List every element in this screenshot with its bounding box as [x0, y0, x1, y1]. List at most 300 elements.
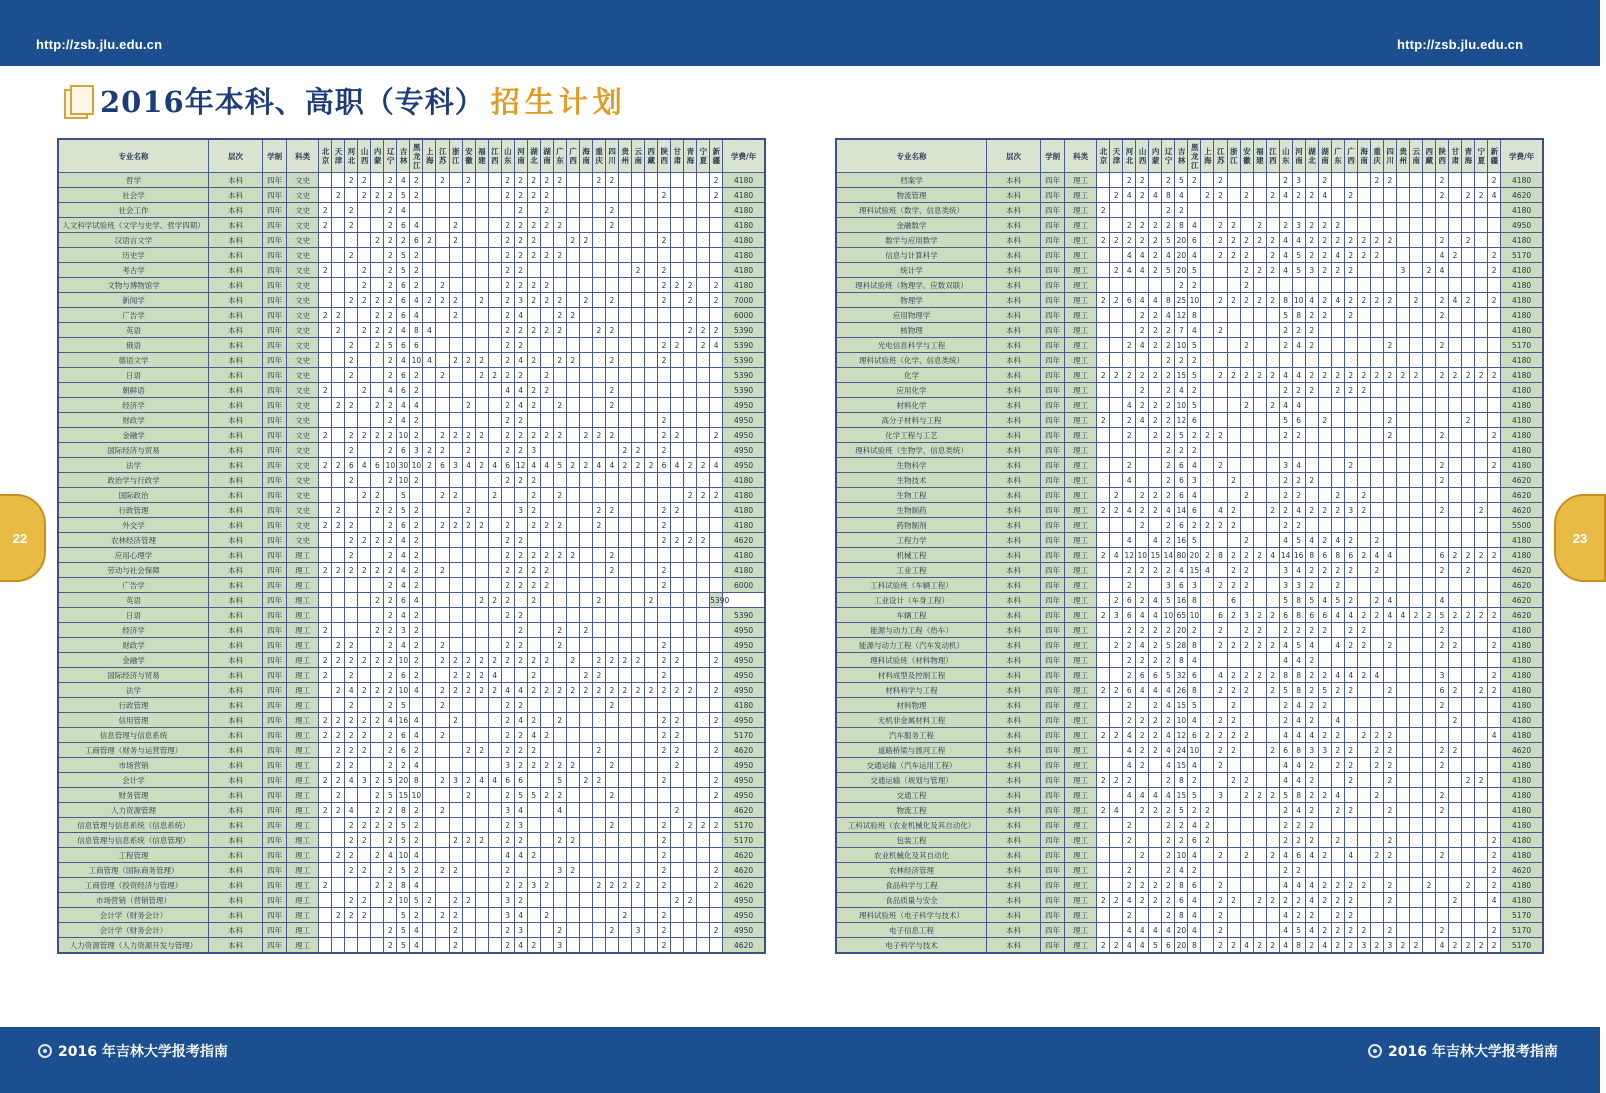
- quota-cell: [1318, 323, 1331, 338]
- quota-cell: 4: [1162, 248, 1175, 263]
- quota-cell: 2: [1344, 293, 1357, 308]
- table-row: [836, 188, 1543, 203]
- header-province: 西藏: [644, 139, 657, 173]
- quota-cell: 4: [397, 203, 410, 218]
- quota-cell: [358, 413, 371, 428]
- quota-cell: 2: [710, 878, 723, 893]
- quota-cell: [527, 623, 540, 638]
- quota-cell: 2: [1305, 473, 1318, 488]
- quota-cell: 6: [1188, 668, 1201, 683]
- level-cell: 本科: [986, 488, 1040, 503]
- quota-cell: 2: [1292, 893, 1305, 908]
- quota-cell: [1214, 278, 1227, 293]
- quota-cell: [592, 803, 605, 818]
- quota-cell: [1449, 833, 1462, 848]
- quota-cell: [671, 173, 684, 188]
- quota-cell: [475, 608, 488, 623]
- quota-cell: 2: [371, 878, 384, 893]
- quota-cell: [423, 488, 436, 503]
- quota-cell: [1422, 803, 1435, 818]
- quota-cell: [1422, 458, 1435, 473]
- quota-cell: 2: [527, 428, 540, 443]
- quota-cell: 8: [1305, 548, 1318, 563]
- quota-cell: [618, 818, 631, 833]
- quota-cell: [1409, 863, 1422, 878]
- quota-cell: [1357, 203, 1370, 218]
- category-cell: 理工: [1065, 848, 1097, 863]
- quota-cell: 2: [449, 293, 462, 308]
- quota-cell: 2: [1436, 188, 1449, 203]
- quota-cell: 2: [1305, 773, 1318, 788]
- quota-cell: 2: [1331, 263, 1344, 278]
- quota-cell: [1409, 218, 1422, 233]
- quota-cell: 8: [1188, 938, 1201, 954]
- quota-cell: [1201, 383, 1214, 398]
- quota-cell: 2: [1436, 563, 1449, 578]
- table-row: [836, 338, 1543, 353]
- table-row: [836, 653, 1543, 668]
- quota-cell: [671, 638, 684, 653]
- duration-cell: 四年: [1041, 863, 1065, 878]
- quota-cell: [1201, 713, 1214, 728]
- quota-cell: 2: [527, 653, 540, 668]
- quota-cell: 5: [527, 788, 540, 803]
- quota-cell: 6: [1188, 833, 1201, 848]
- quota-cell: [618, 188, 631, 203]
- fee-cell: 5170: [1501, 923, 1543, 938]
- quota-cell: [710, 893, 723, 908]
- quota-cell: [1253, 308, 1266, 323]
- quota-cell: 4: [1123, 728, 1136, 743]
- quota-cell: 2: [1136, 173, 1149, 188]
- quota-cell: [1227, 188, 1240, 203]
- quota-cell: [475, 788, 488, 803]
- quota-cell: [1422, 353, 1435, 368]
- quota-cell: 2: [501, 263, 514, 278]
- quota-cell: 2: [527, 278, 540, 293]
- major-name-cell: 药物制剂: [836, 518, 986, 533]
- quota-cell: [618, 773, 631, 788]
- quota-cell: [1449, 203, 1462, 218]
- quota-cell: 2: [697, 338, 710, 353]
- quota-cell: 2: [1214, 743, 1227, 758]
- quota-cell: [1436, 218, 1449, 233]
- quota-cell: [1436, 323, 1449, 338]
- quota-cell: [449, 398, 462, 413]
- quota-cell: [553, 203, 566, 218]
- quota-cell: [1266, 323, 1279, 338]
- quota-cell: 2: [1318, 563, 1331, 578]
- header-province: 天津: [1110, 139, 1123, 173]
- quota-cell: 2: [1149, 878, 1162, 893]
- quota-cell: [605, 668, 618, 683]
- quota-cell: 4: [1279, 938, 1292, 954]
- category-cell: 理工: [1065, 863, 1097, 878]
- quota-cell: 2: [553, 323, 566, 338]
- quota-cell: [1305, 518, 1318, 533]
- quota-cell: 2: [1370, 293, 1383, 308]
- quota-cell: [436, 758, 449, 773]
- quota-cell: 2: [358, 893, 371, 908]
- major-name-cell: 交通工程: [836, 788, 986, 803]
- quota-cell: [1149, 353, 1162, 368]
- quota-cell: 4: [1123, 758, 1136, 773]
- quota-cell: [462, 908, 475, 923]
- quota-cell: [618, 173, 631, 188]
- quota-cell: [1370, 653, 1383, 668]
- duration-cell: 四年: [263, 593, 287, 608]
- quota-cell: [684, 383, 697, 398]
- major-name-cell: 应用化学: [836, 383, 986, 398]
- quota-cell: 2: [1110, 773, 1123, 788]
- fee-cell: 4620: [723, 533, 765, 548]
- table-row: [58, 458, 765, 473]
- quota-cell: [553, 233, 566, 248]
- category-cell: 理工: [1065, 473, 1097, 488]
- quota-cell: [332, 443, 345, 458]
- quota-cell: [488, 473, 501, 488]
- quota-cell: [1149, 458, 1162, 473]
- quota-cell: 2: [345, 338, 358, 353]
- quota-cell: 4: [1279, 758, 1292, 773]
- quota-cell: [684, 653, 697, 668]
- quota-cell: 2: [1344, 758, 1357, 773]
- quota-cell: [644, 893, 657, 908]
- quota-cell: 2: [436, 638, 449, 653]
- quota-cell: 2: [358, 173, 371, 188]
- quota-cell: [423, 878, 436, 893]
- quota-cell: [1357, 818, 1370, 833]
- quota-cell: 2: [566, 548, 579, 563]
- quota-cell: 2: [1123, 218, 1136, 233]
- quota-cell: [553, 188, 566, 203]
- quota-cell: [1123, 383, 1136, 398]
- quota-cell: 2: [631, 263, 644, 278]
- fee-cell: 4620: [723, 803, 765, 818]
- quota-cell: 2: [1436, 458, 1449, 473]
- quota-cell: [605, 713, 618, 728]
- quota-cell: [1383, 473, 1396, 488]
- quota-cell: 2: [1475, 683, 1488, 698]
- quota-cell: 4: [1370, 548, 1383, 563]
- quota-cell: [1488, 758, 1501, 773]
- quota-cell: 2: [1370, 608, 1383, 623]
- duration-cell: 四年: [1041, 383, 1065, 398]
- quota-cell: 16: [1175, 533, 1188, 548]
- quota-cell: 2: [527, 593, 540, 608]
- duration-cell: 四年: [263, 173, 287, 188]
- quota-cell: 4: [514, 713, 527, 728]
- fee-cell: 4180: [723, 518, 765, 533]
- quota-cell: 2: [436, 698, 449, 713]
- quota-cell: [449, 623, 462, 638]
- duration-cell: 四年: [263, 653, 287, 668]
- quota-cell: 4: [397, 533, 410, 548]
- duration-cell: 四年: [263, 308, 287, 323]
- quota-cell: 4: [1331, 293, 1344, 308]
- quota-cell: [671, 188, 684, 203]
- major-name-cell: 国际经济与贸易: [58, 443, 208, 458]
- quota-cell: 2: [501, 833, 514, 848]
- category-cell: 文史: [287, 173, 319, 188]
- quota-cell: [710, 503, 723, 518]
- level-cell: 本科: [208, 353, 262, 368]
- quota-cell: [1240, 653, 1253, 668]
- quota-cell: 2: [671, 713, 684, 728]
- major-name-cell: 会计学: [58, 773, 208, 788]
- quota-cell: 2: [540, 428, 553, 443]
- quota-cell: 6: [397, 218, 410, 233]
- quota-cell: 2: [410, 863, 423, 878]
- quota-cell: [1396, 458, 1409, 473]
- quota-cell: [475, 248, 488, 263]
- fee-cell: 5170: [1501, 248, 1543, 263]
- category-cell: 理工: [1065, 788, 1097, 803]
- quota-cell: 4: [410, 923, 423, 938]
- quota-cell: 2: [1162, 473, 1175, 488]
- quota-cell: 2: [1136, 593, 1149, 608]
- quota-cell: [579, 923, 592, 938]
- header-province: 陕西: [658, 139, 671, 173]
- table-row: [836, 323, 1543, 338]
- quota-cell: [1475, 473, 1488, 488]
- quota-cell: [697, 743, 710, 758]
- quota-cell: 3: [514, 503, 527, 518]
- quota-cell: [697, 938, 710, 954]
- quota-cell: 10: [397, 683, 410, 698]
- quota-cell: 4: [710, 458, 723, 473]
- quota-cell: 2: [462, 683, 475, 698]
- quota-cell: [1253, 398, 1266, 413]
- quota-cell: [488, 758, 501, 773]
- duration-cell: 四年: [263, 503, 287, 518]
- quota-cell: [1475, 458, 1488, 473]
- quota-cell: [579, 518, 592, 533]
- quota-cell: 2: [1344, 878, 1357, 893]
- quota-cell: 2: [501, 863, 514, 878]
- quota-cell: [449, 203, 462, 218]
- quota-cell: 2: [1123, 623, 1136, 638]
- quota-cell: [1331, 353, 1344, 368]
- quota-cell: 6: [371, 458, 384, 473]
- quota-cell: [332, 623, 345, 638]
- category-cell: 理工: [287, 728, 319, 743]
- quota-cell: [658, 488, 671, 503]
- quota-cell: 2: [671, 803, 684, 818]
- quota-cell: [1409, 533, 1422, 548]
- major-name-cell: 汉语言文学: [58, 233, 208, 248]
- quota-cell: [1162, 278, 1175, 293]
- quota-cell: [371, 203, 384, 218]
- quota-cell: [1396, 308, 1409, 323]
- quota-cell: 8: [1214, 548, 1227, 563]
- quota-cell: [1318, 578, 1331, 593]
- quota-cell: 2: [592, 503, 605, 518]
- quota-cell: [345, 608, 358, 623]
- major-name-cell: 人力资源管理（人力资源开发与管理）: [58, 938, 208, 954]
- quota-cell: 2: [1383, 428, 1396, 443]
- quota-cell: [1227, 848, 1240, 863]
- quota-cell: [1475, 383, 1488, 398]
- fee-cell: 4180: [723, 248, 765, 263]
- quota-cell: [1488, 653, 1501, 668]
- quota-cell: 2: [1123, 338, 1136, 353]
- quota-cell: 4: [1149, 608, 1162, 623]
- quota-cell: [697, 518, 710, 533]
- quota-cell: 2: [553, 353, 566, 368]
- quota-cell: [1383, 278, 1396, 293]
- quota-cell: [618, 548, 631, 563]
- quota-cell: 2: [475, 593, 488, 608]
- quota-cell: 2: [658, 428, 671, 443]
- quota-cell: 2: [1110, 893, 1123, 908]
- quota-cell: 2: [1162, 203, 1175, 218]
- quota-cell: [319, 863, 332, 878]
- quota-cell: [631, 578, 644, 593]
- quota-cell: [1488, 623, 1501, 638]
- quota-cell: 2: [1344, 233, 1357, 248]
- quota-cell: [423, 338, 436, 353]
- quota-cell: [566, 773, 579, 788]
- level-cell: 本科: [986, 848, 1040, 863]
- quota-cell: [1279, 203, 1292, 218]
- quota-cell: [658, 593, 671, 608]
- duration-cell: 四年: [263, 233, 287, 248]
- quota-cell: 5: [1292, 638, 1305, 653]
- quota-cell: [631, 938, 644, 954]
- quota-cell: 2: [410, 608, 423, 623]
- quota-cell: 2: [449, 893, 462, 908]
- quota-cell: [1123, 443, 1136, 458]
- quota-cell: [1396, 188, 1409, 203]
- quota-cell: 2: [397, 758, 410, 773]
- quota-cell: 6: [1318, 548, 1331, 563]
- category-cell: 文史: [287, 293, 319, 308]
- quota-cell: 2: [671, 428, 684, 443]
- level-cell: 本科: [208, 593, 262, 608]
- quota-cell: 4: [345, 683, 358, 698]
- quota-cell: [1253, 773, 1266, 788]
- quota-cell: [1357, 173, 1370, 188]
- quota-cell: 20: [1188, 548, 1201, 563]
- quota-cell: [358, 338, 371, 353]
- quota-cell: 5: [397, 698, 410, 713]
- quota-cell: 2: [384, 368, 397, 383]
- quota-cell: [1253, 278, 1266, 293]
- category-cell: 理工: [1065, 263, 1097, 278]
- quota-cell: 4: [1123, 248, 1136, 263]
- quota-cell: [358, 308, 371, 323]
- duration-cell: 四年: [263, 758, 287, 773]
- quota-cell: [697, 218, 710, 233]
- quota-cell: [1462, 668, 1475, 683]
- quota-cell: 2: [658, 728, 671, 743]
- quota-cell: 4: [1488, 188, 1501, 203]
- quota-cell: [1475, 338, 1488, 353]
- quota-cell: 14: [1162, 548, 1175, 563]
- quota-cell: [1201, 578, 1214, 593]
- quota-cell: [1201, 473, 1214, 488]
- quota-cell: 5: [397, 818, 410, 833]
- quota-cell: 2: [358, 533, 371, 548]
- quota-cell: 2: [1162, 443, 1175, 458]
- fee-cell: 4180: [1501, 458, 1543, 473]
- quota-cell: [540, 443, 553, 458]
- quota-cell: [618, 743, 631, 758]
- quota-cell: [1097, 473, 1110, 488]
- table-row: [58, 788, 765, 803]
- quota-cell: [1266, 383, 1279, 398]
- quota-cell: 2: [1292, 908, 1305, 923]
- quota-cell: [488, 563, 501, 578]
- quota-cell: [462, 488, 475, 503]
- quota-cell: [697, 638, 710, 653]
- category-cell: 理工: [287, 833, 319, 848]
- quota-cell: 2: [1292, 323, 1305, 338]
- quota-cell: 2: [1318, 698, 1331, 713]
- quota-cell: 2: [436, 173, 449, 188]
- quota-cell: [631, 503, 644, 518]
- quota-cell: [1110, 323, 1123, 338]
- url-right[interactable]: http://zsb.jlu.edu.cn: [1397, 37, 1524, 52]
- quota-cell: [1422, 578, 1435, 593]
- quota-cell: [1227, 653, 1240, 668]
- quota-cell: [644, 608, 657, 623]
- quota-cell: [488, 503, 501, 518]
- quota-cell: [1462, 173, 1475, 188]
- quota-cell: 2: [423, 293, 436, 308]
- quota-cell: 2: [1097, 293, 1110, 308]
- quota-cell: [1266, 518, 1279, 533]
- fee-cell: 4620: [1501, 608, 1543, 623]
- quota-cell: [1488, 773, 1501, 788]
- duration-cell: 四年: [263, 218, 287, 233]
- quota-cell: 4: [1149, 188, 1162, 203]
- quota-cell: [671, 398, 684, 413]
- quota-cell: 5: [1318, 683, 1331, 698]
- quota-cell: [1110, 743, 1123, 758]
- major-name-cell: 哲学: [58, 173, 208, 188]
- quota-cell: 2: [384, 443, 397, 458]
- quota-cell: [1201, 908, 1214, 923]
- quota-cell: [684, 578, 697, 593]
- quota-cell: 4: [514, 848, 527, 863]
- quota-cell: 2: [1214, 323, 1227, 338]
- quota-cell: [1422, 938, 1435, 954]
- quota-cell: [475, 848, 488, 863]
- quota-cell: 2: [1149, 563, 1162, 578]
- quota-cell: 16: [1175, 593, 1188, 608]
- quota-cell: [423, 203, 436, 218]
- quota-cell: 2: [1227, 473, 1240, 488]
- quota-cell: 2: [371, 428, 384, 443]
- url-left[interactable]: http://zsb.jlu.edu.cn: [36, 37, 163, 52]
- category-cell: 理工: [1065, 488, 1097, 503]
- quota-cell: [566, 788, 579, 803]
- quota-cell: [553, 893, 566, 908]
- quota-cell: [644, 698, 657, 713]
- quota-cell: 2: [540, 563, 553, 578]
- quota-cell: [1357, 278, 1370, 293]
- table-row: [58, 353, 765, 368]
- quota-cell: [1097, 758, 1110, 773]
- quota-cell: [1475, 293, 1488, 308]
- quota-cell: [710, 758, 723, 773]
- quota-cell: 2: [1436, 503, 1449, 518]
- quota-cell: [618, 218, 631, 233]
- category-cell: 理工: [1065, 323, 1097, 338]
- table-row: [58, 818, 765, 833]
